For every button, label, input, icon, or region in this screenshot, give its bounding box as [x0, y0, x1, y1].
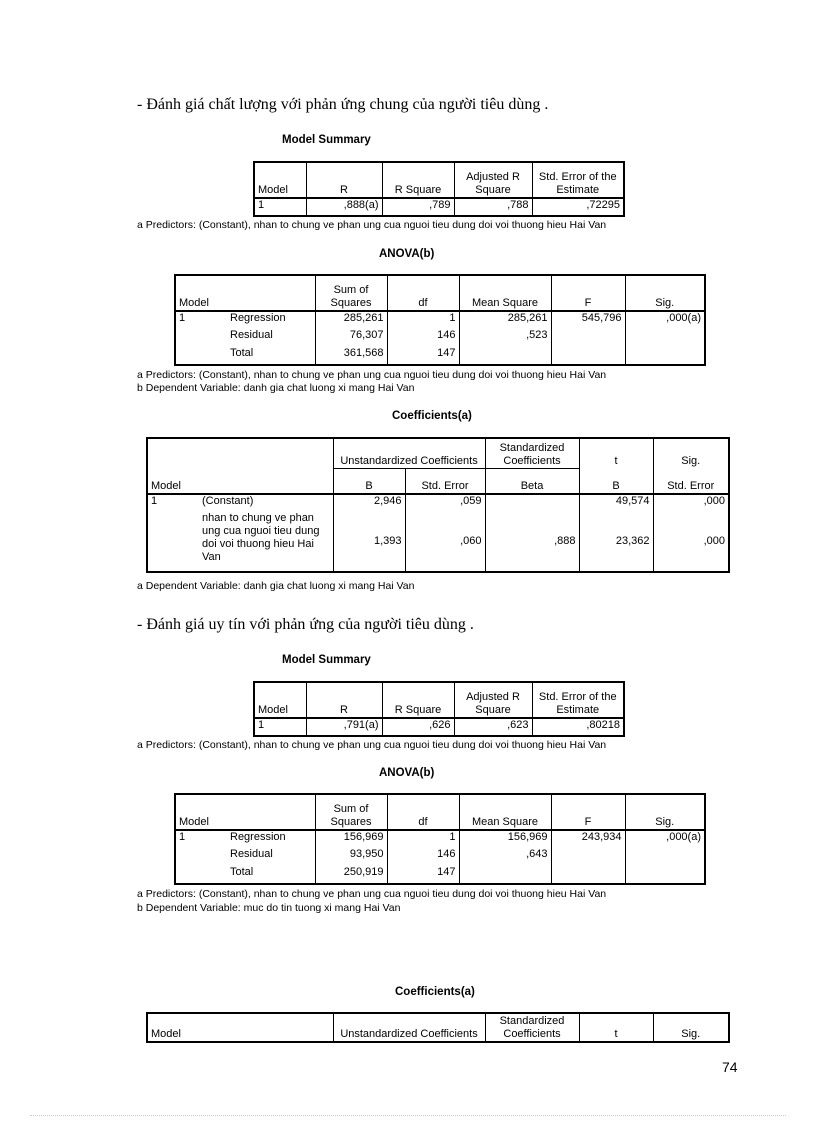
- table-cell: [147, 512, 199, 572]
- table-cell: ,059: [405, 494, 485, 512]
- col-header: Model: [147, 468, 199, 494]
- coefficients-table: [146, 1012, 730, 1043]
- anova-table: [174, 274, 706, 366]
- group-header: Standardized Coefficients: [485, 438, 579, 468]
- group-header: t: [579, 1013, 653, 1042]
- table-cell: 361,568: [315, 347, 387, 365]
- table-cell: [625, 347, 705, 365]
- col-header: Mean Square: [459, 275, 551, 311]
- col-header: Adjusted R Square: [454, 682, 532, 718]
- table-cell: ,80218: [532, 718, 624, 736]
- table-cell: [459, 866, 551, 884]
- table-cell: (Constant): [199, 494, 333, 512]
- table-cell: 146: [387, 329, 459, 347]
- coefficients-table: [146, 437, 730, 573]
- table-cell: 1: [254, 198, 306, 216]
- table-cell: ,789: [382, 198, 454, 216]
- footnote: a Predictors: (Constant), nhan to chung ve phan ung cua nguoi tieu dung doi voi thuong hieu Hai Van: [137, 888, 607, 900]
- model-summary-title: Model Summary: [282, 654, 371, 666]
- anova-title: ANOVA(b): [379, 248, 435, 260]
- group-header: Sig.: [653, 1013, 729, 1042]
- table-cell: nhan to chung ve phan ung cua nguoi tieu dung doi voi thuong hieu Hai Van: [199, 512, 333, 572]
- col-header: Std. Error of the Estimate: [532, 682, 624, 718]
- col-header: [227, 794, 315, 830]
- table-cell: 1: [175, 311, 227, 329]
- table-cell: 1: [387, 311, 459, 329]
- table-cell: ,060: [405, 512, 485, 572]
- table-cell: [175, 848, 227, 866]
- table-cell: 156,969: [315, 830, 387, 848]
- table-cell: ,888: [485, 512, 579, 572]
- table-cell: ,643: [459, 848, 551, 866]
- table-cell: [551, 347, 625, 365]
- group-header: t: [579, 438, 653, 468]
- table-cell: 49,574: [579, 494, 653, 512]
- table-cell: [175, 329, 227, 347]
- group-header: Standardized Coefficients: [485, 1013, 579, 1042]
- table-cell: 156,969: [459, 830, 551, 848]
- col-header: R Square: [382, 682, 454, 718]
- footnote: a Dependent Variable: danh gia chat luong xi mang Hai Van: [137, 580, 415, 592]
- table-cell: 93,950: [315, 848, 387, 866]
- table-cell: ,72295: [532, 198, 624, 216]
- table-cell: 146: [387, 848, 459, 866]
- table-cell: ,523: [459, 329, 551, 347]
- table-cell: [551, 329, 625, 347]
- model-summary-title: Model Summary: [282, 134, 371, 146]
- col-header: Beta: [485, 468, 579, 494]
- col-header: Sig.: [625, 275, 705, 311]
- footnote: a Predictors: (Constant), nhan to chung ve phan ung cua nguoi tieu dung doi voi thuong hieu Hai Van: [137, 739, 607, 751]
- col-header: F: [551, 275, 625, 311]
- col-header: Model: [175, 275, 227, 311]
- col-header: R Square: [382, 162, 454, 198]
- col-header: df: [387, 794, 459, 830]
- table-cell: ,000: [653, 512, 729, 572]
- table-cell: 250,919: [315, 866, 387, 884]
- col-header: B: [579, 468, 653, 494]
- col-header: Adjusted R Square: [454, 162, 532, 198]
- col-header: Std. Error: [653, 468, 729, 494]
- group-header: Sig.: [653, 438, 729, 468]
- header-cell: [199, 438, 333, 468]
- group-header: Unstandardized Coefficients: [333, 1013, 485, 1042]
- header-cell: [199, 1013, 333, 1042]
- table-cell: [175, 866, 227, 884]
- table-cell: [625, 866, 705, 884]
- col-header: Sig.: [625, 794, 705, 830]
- col-header: Std. Error: [405, 468, 485, 494]
- table-cell: 243,934: [551, 830, 625, 848]
- col-header: Model: [254, 682, 306, 718]
- table-cell: ,626: [382, 718, 454, 736]
- table-cell: ,791(a): [306, 718, 382, 736]
- col-header: R: [306, 682, 382, 718]
- table-cell: ,623: [454, 718, 532, 736]
- table-cell: 76,307: [315, 329, 387, 347]
- header-cell: [199, 468, 333, 494]
- table-cell: ,888(a): [306, 198, 382, 216]
- table-cell: 1: [175, 830, 227, 848]
- table-cell: [625, 329, 705, 347]
- table-cell: Residual: [227, 848, 315, 866]
- table-cell: Total: [227, 866, 315, 884]
- col-header: Model: [175, 794, 227, 830]
- col-header: [227, 275, 315, 311]
- table-cell: 2,946: [333, 494, 405, 512]
- table-cell: ,000(a): [625, 311, 705, 329]
- page-bottom-divider: [30, 1115, 786, 1116]
- table-cell: ,000: [653, 494, 729, 512]
- col-header: Model: [147, 1013, 199, 1042]
- anova-table: [174, 793, 706, 885]
- table-cell: [551, 866, 625, 884]
- page-number: 74: [722, 1059, 738, 1075]
- table-cell: [459, 347, 551, 365]
- model-summary-table: [253, 161, 625, 217]
- table-cell: [485, 494, 579, 512]
- footnote: b Dependent Variable: danh gia chat luong xi mang Hai Van: [137, 382, 415, 394]
- table-cell: 147: [387, 866, 459, 884]
- table-cell: Total: [227, 347, 315, 365]
- col-header: Sum of Squares: [315, 275, 387, 311]
- col-header: Mean Square: [459, 794, 551, 830]
- section-heading: - Đánh giá chất lượng với phản ứng chung của người tiêu dùng .: [137, 96, 549, 113]
- table-cell: 23,362: [579, 512, 653, 572]
- group-header: Unstandardized Coefficients: [333, 438, 485, 468]
- header-cell: [147, 438, 199, 468]
- table-cell: 1: [254, 718, 306, 736]
- footnote: a Predictors: (Constant), nhan to chung ve phan ung cua nguoi tieu dung doi voi thuong hieu Hai Van: [137, 369, 607, 381]
- section-heading: - Đánh giá uy tín với phản ứng của người tiêu dùng .: [137, 616, 474, 633]
- table-cell: Residual: [227, 329, 315, 347]
- table-cell: ,000(a): [625, 830, 705, 848]
- table-cell: [551, 848, 625, 866]
- table-cell: Regression: [227, 830, 315, 848]
- table-cell: ,788: [454, 198, 532, 216]
- table-cell: 1: [387, 830, 459, 848]
- table-cell: [175, 347, 227, 365]
- table-cell: 545,796: [551, 311, 625, 329]
- col-header: B: [333, 468, 405, 494]
- table-cell: 285,261: [315, 311, 387, 329]
- table-cell: 1,393: [333, 512, 405, 572]
- table-cell: 1: [147, 494, 199, 512]
- col-header: df: [387, 275, 459, 311]
- footnote: a Predictors: (Constant), nhan to chung ve phan ung cua nguoi tieu dung doi voi thuong hieu Hai Van: [137, 219, 607, 231]
- table-cell: Regression: [227, 311, 315, 329]
- col-header: Model: [254, 162, 306, 198]
- table-cell: [625, 848, 705, 866]
- col-header: Std. Error of the Estimate: [532, 162, 624, 198]
- table-cell: 147: [387, 347, 459, 365]
- col-header: F: [551, 794, 625, 830]
- anova-title: ANOVA(b): [379, 767, 435, 779]
- col-header: R: [306, 162, 382, 198]
- footnote: b Dependent Variable: muc do tin tuong xi mang Hai Van: [137, 902, 401, 914]
- table-cell: 285,261: [459, 311, 551, 329]
- col-header: Sum of Squares: [315, 794, 387, 830]
- coefficients-title: Coefficients(a): [392, 410, 472, 422]
- coefficients-title: Coefficients(a): [395, 986, 475, 998]
- model-summary-table: [253, 681, 625, 737]
